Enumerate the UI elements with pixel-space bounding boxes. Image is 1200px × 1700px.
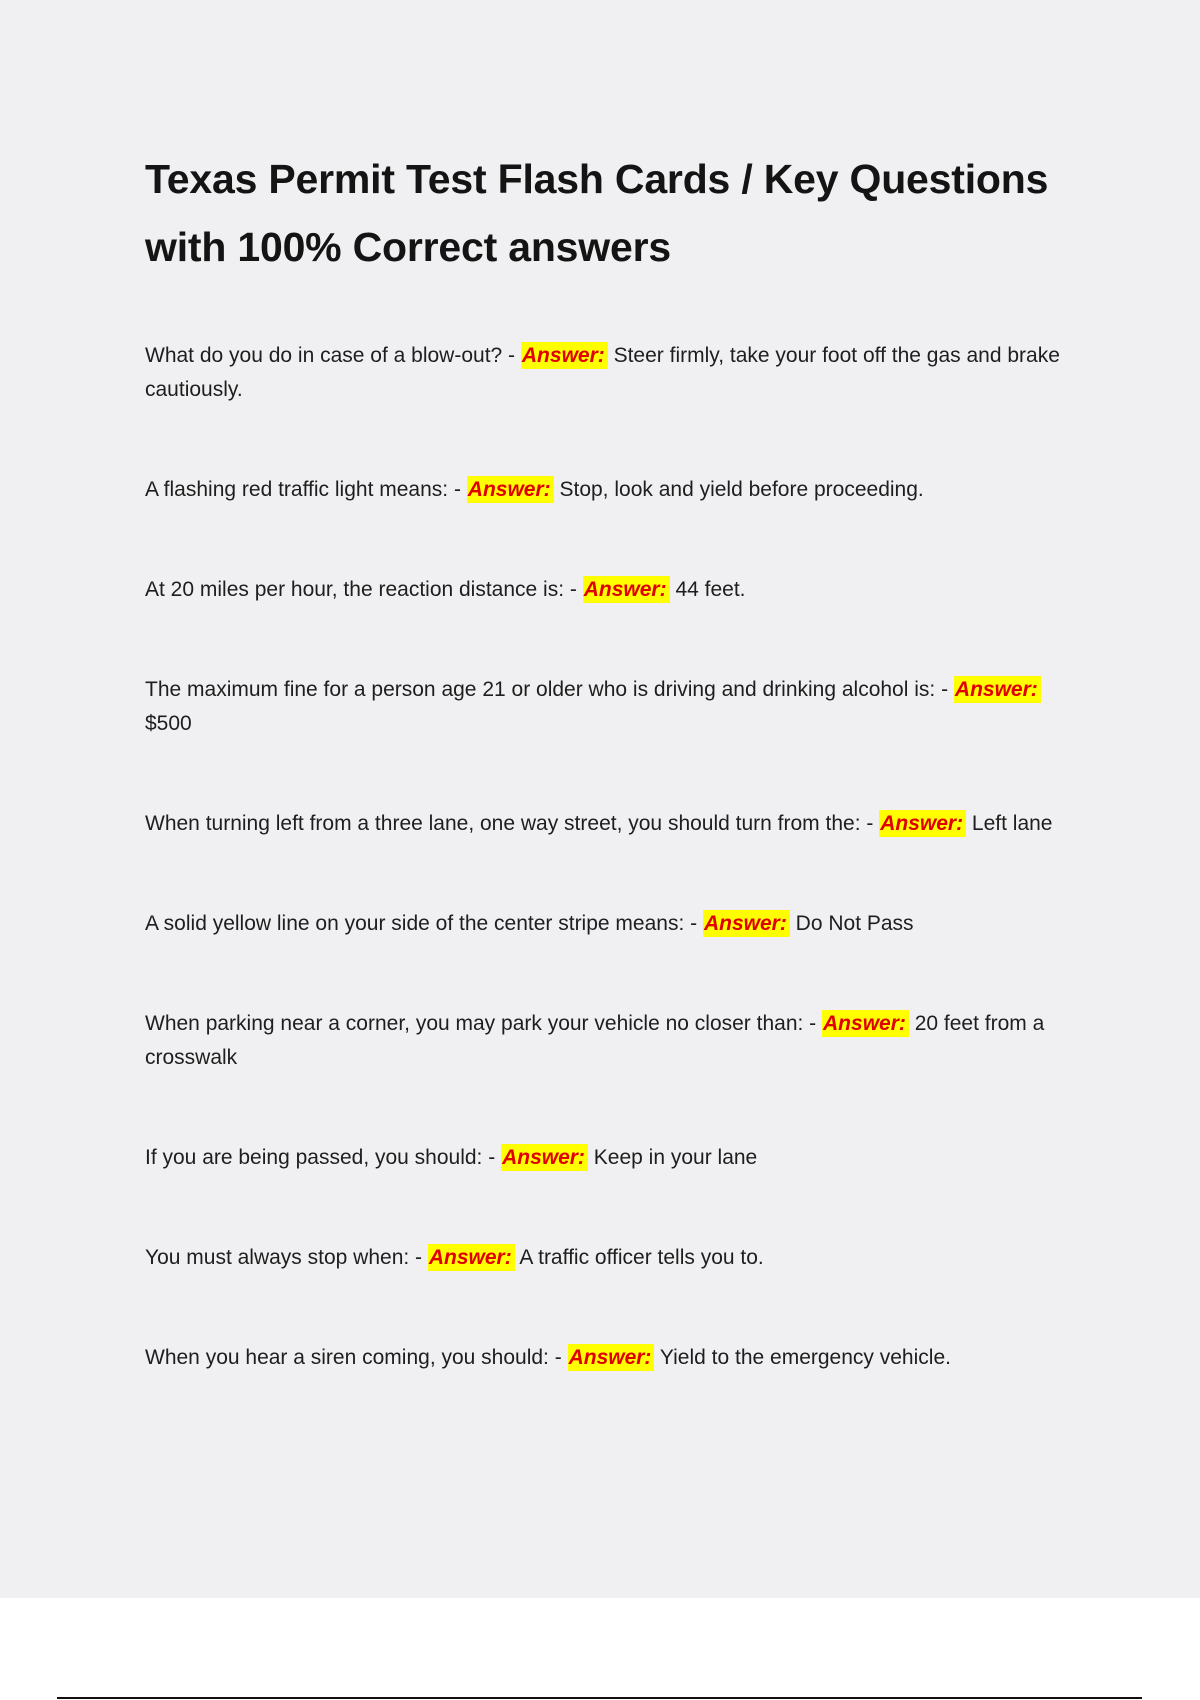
qa-item	[145, 339, 1090, 407]
separator: -	[448, 478, 467, 501]
question-text: A solid yellow line on your side of the center stripe means:	[145, 912, 685, 935]
separator: -	[684, 912, 703, 935]
question-text: What do you do in case of a blow-out?	[145, 344, 503, 367]
answer-text: Yield to the emergency vehicle.	[659, 1346, 951, 1369]
answer-text: Do Not Pass	[795, 912, 914, 935]
qa-item	[145, 907, 1090, 941]
question-text: When you hear a siren coming, you should:	[145, 1346, 549, 1369]
answer-label: Answer:	[428, 1244, 515, 1271]
answer-label: Answer:	[879, 810, 966, 837]
question-text: A flashing red traffic light means:	[145, 478, 449, 501]
answer-text: $500	[145, 712, 192, 735]
qa-item	[145, 573, 1090, 607]
question-text: If you are being passed, you should:	[145, 1146, 483, 1169]
separator: -	[935, 678, 954, 701]
qa-item	[145, 1341, 1090, 1375]
answer-label: Answer:	[703, 910, 790, 937]
answer-text: Stop, look and yield before proceeding.	[559, 478, 924, 501]
answer-label: Answer:	[521, 342, 608, 369]
answer-text: 44 feet.	[675, 578, 746, 601]
answer-label: Answer:	[583, 576, 670, 603]
question-text: When parking near a corner, you may park your vehicle no closer than:	[145, 1012, 804, 1035]
answer-text: 20 feet from a crosswalk	[145, 1012, 1045, 1069]
qa-item	[145, 1241, 1090, 1275]
separator: -	[860, 812, 880, 835]
answer-text: Left lane	[971, 812, 1053, 835]
question-text: When turning left from a three lane, one way street, you should turn from the:	[145, 812, 861, 835]
page-divider	[57, 1697, 1142, 1699]
document-content	[145, 145, 1090, 1375]
qa-list	[145, 339, 1090, 1375]
document-title: Texas Permit Test Flash Cards / Key Questions with 100% Correct answers	[145, 156, 1049, 270]
answer-label: Answer:	[501, 1144, 588, 1171]
question-text: You must always stop when:	[145, 1246, 410, 1269]
separator: -	[482, 1146, 502, 1169]
answer-label: Answer:	[822, 1010, 909, 1037]
answer-label: Answer:	[954, 676, 1041, 703]
answer-text: Steer firmly, take your foot off the gas and brake cautiously.	[145, 344, 1060, 401]
separator: -	[803, 1012, 823, 1035]
separator: -	[548, 1346, 568, 1369]
answer-label: Answer:	[568, 1344, 655, 1371]
answer-text: Keep in your lane	[593, 1146, 758, 1169]
qa-item	[145, 473, 1090, 507]
qa-item	[145, 673, 1090, 741]
answer-text: A traffic officer tells you to.	[519, 1246, 764, 1269]
question-text: The maximum fine for a person age 21 or older who is driving and drinking alcohol is:	[145, 678, 936, 701]
answer-label: Answer:	[467, 476, 554, 503]
question-text: At 20 miles per hour, the reaction distance is:	[145, 578, 565, 601]
separator: -	[564, 578, 583, 601]
qa-item	[145, 807, 1090, 841]
separator: -	[409, 1246, 428, 1269]
qa-item	[145, 1141, 1090, 1175]
separator: -	[502, 344, 521, 367]
qa-item	[145, 1007, 1090, 1075]
